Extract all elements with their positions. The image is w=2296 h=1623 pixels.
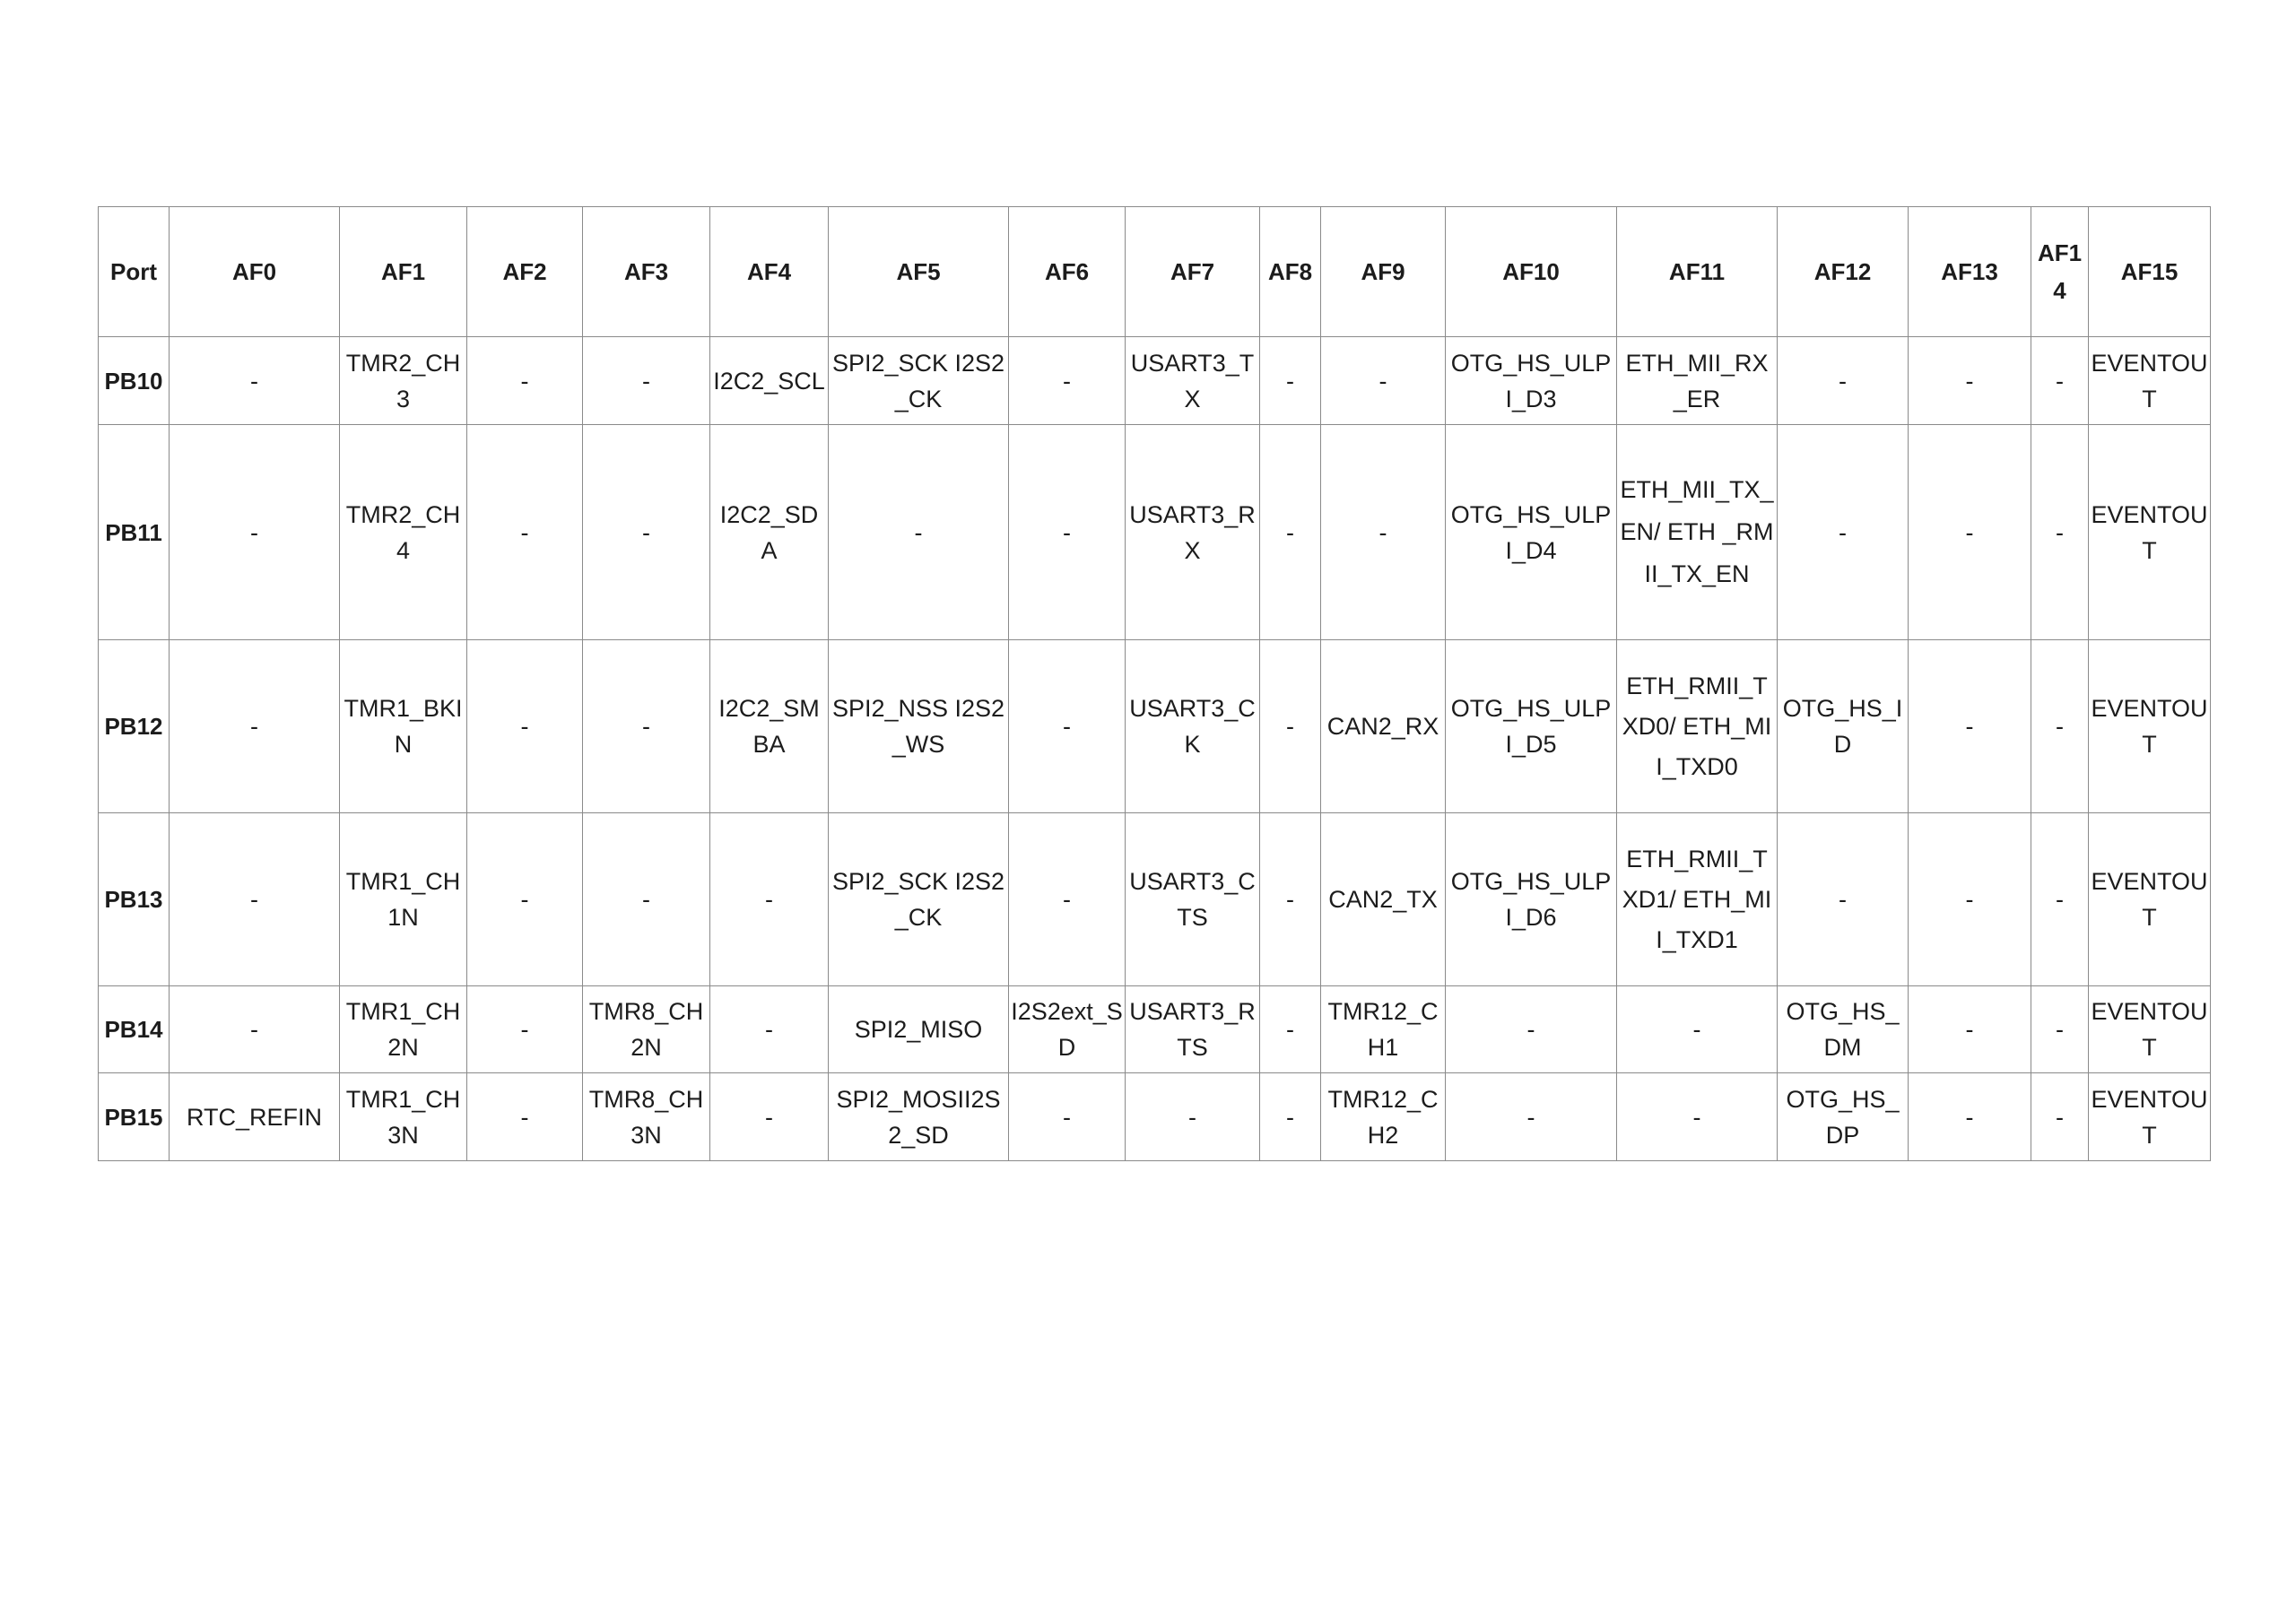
af1-cell: TMR1_CH2N [340, 986, 467, 1073]
af8-cell: - [1260, 1073, 1321, 1161]
af11-cell: - [1617, 986, 1778, 1073]
af7-cell: USART3_CK [1126, 640, 1260, 813]
af6-cell: - [1009, 1073, 1126, 1161]
port-cell: PB13 [99, 813, 170, 986]
af12-cell: OTG_HS_DM [1778, 986, 1909, 1073]
header-af8: AF8 [1260, 207, 1321, 337]
af3-cell: - [583, 337, 710, 425]
af13-cell: - [1909, 337, 2031, 425]
af3-cell: - [583, 813, 710, 986]
af2-cell: - [467, 1073, 583, 1161]
af2-cell: - [467, 640, 583, 813]
af0-cell: - [170, 813, 340, 986]
header-af15: AF15 [2089, 207, 2211, 337]
af14-cell: - [2031, 337, 2089, 425]
af4-cell: I2C2_SDA [710, 425, 829, 640]
af8-cell: - [1260, 337, 1321, 425]
af7-cell: USART3_CTS [1126, 813, 1260, 986]
af0-cell: - [170, 425, 340, 640]
af6-cell: - [1009, 813, 1126, 986]
af11-cell: ETH_MII_RX_ER [1617, 337, 1778, 425]
af14-cell: - [2031, 986, 2089, 1073]
af6-cell: I2S2ext_SD [1009, 986, 1126, 1073]
af14-cell: - [2031, 1073, 2089, 1161]
af5-cell: SPI2_MOSII2S2_SD [829, 1073, 1009, 1161]
af5-cell: SPI2_SCK I2S2_CK [829, 813, 1009, 986]
header-row [99, 207, 2211, 337]
af14-cell: - [2031, 813, 2089, 986]
table-row-pb11 [99, 425, 2211, 640]
af9-cell: TMR12_CH2 [1321, 1073, 1446, 1161]
af6-cell: - [1009, 425, 1126, 640]
af10-cell: - [1446, 1073, 1617, 1161]
af9-cell: CAN2_RX [1321, 640, 1446, 813]
af15-cell: EVENTOUT [2089, 1073, 2211, 1161]
af13-cell: - [1909, 1073, 2031, 1161]
header-af14: AF14 [2031, 207, 2089, 337]
af15-cell: EVENTOUT [2089, 986, 2211, 1073]
af1-cell: TMR1_BKIN [340, 640, 467, 813]
af10-cell: OTG_HS_ULPI_D6 [1446, 813, 1617, 986]
af5-cell: SPI2_NSS I2S2_WS [829, 640, 1009, 813]
af9-cell: CAN2_TX [1321, 813, 1446, 986]
af1-cell: TMR2_CH4 [340, 425, 467, 640]
af9-cell: - [1321, 425, 1446, 640]
af2-cell: - [467, 813, 583, 986]
af9-cell: - [1321, 337, 1446, 425]
table-row-pb13 [99, 813, 2211, 986]
af5-cell: SPI2_SCK I2S2_CK [829, 337, 1009, 425]
table-row-pb14 [99, 986, 2211, 1073]
header-af13: AF13 [1909, 207, 2031, 337]
af3-cell: TMR8_CH3N [583, 1073, 710, 1161]
header-af0: AF0 [170, 207, 340, 337]
header-af10: AF10 [1446, 207, 1617, 337]
header-af11: AF11 [1617, 207, 1778, 337]
af2-cell: - [467, 337, 583, 425]
af8-cell: - [1260, 640, 1321, 813]
af13-cell: - [1909, 986, 2031, 1073]
af4-cell: - [710, 1073, 829, 1161]
header-port: Port [99, 207, 170, 337]
af7-cell: USART3_TX [1126, 337, 1260, 425]
af3-cell: TMR8_CH2N [583, 986, 710, 1073]
header-af9: AF9 [1321, 207, 1446, 337]
port-cell: PB10 [99, 337, 170, 425]
header-af4: AF4 [710, 207, 829, 337]
header-af1: AF1 [340, 207, 467, 337]
af5-cell: - [829, 425, 1009, 640]
af0-cell: - [170, 640, 340, 813]
af3-cell: - [583, 425, 710, 640]
af1-cell: TMR1_CH3N [340, 1073, 467, 1161]
af3-cell: - [583, 640, 710, 813]
af10-cell: OTG_HS_ULPI_D4 [1446, 425, 1617, 640]
af9-cell: TMR12_CH1 [1321, 986, 1446, 1073]
af15-cell: EVENTOUT [2089, 425, 2211, 640]
af2-cell: - [467, 986, 583, 1073]
af10-cell: - [1446, 986, 1617, 1073]
port-cell: PB11 [99, 425, 170, 640]
af6-cell: - [1009, 640, 1126, 813]
af13-cell: - [1909, 425, 2031, 640]
header-af12: AF12 [1778, 207, 1909, 337]
table-row-pb15 [99, 1073, 2211, 1161]
af8-cell: - [1260, 813, 1321, 986]
af13-cell: - [1909, 813, 2031, 986]
af12-cell: - [1778, 337, 1909, 425]
af2-cell: - [467, 425, 583, 640]
alternate-function-table [98, 206, 2211, 1161]
af11-cell: ETH_MII_TX_EN/ ETH _RMII_TX_EN [1617, 425, 1778, 640]
port-cell: PB15 [99, 1073, 170, 1161]
header-af6: AF6 [1009, 207, 1126, 337]
port-cell: PB12 [99, 640, 170, 813]
af11-cell: ETH_RMII_TXD0/ ETH_MII_TXD0 [1617, 640, 1778, 813]
af8-cell: - [1260, 425, 1321, 640]
header-af2: AF2 [467, 207, 583, 337]
af13-cell: - [1909, 640, 2031, 813]
af1-cell: TMR1_CH1N [340, 813, 467, 986]
af4-cell: - [710, 986, 829, 1073]
af12-cell: - [1778, 813, 1909, 986]
table-row-pb12 [99, 640, 2211, 813]
af15-cell: EVENTOUT [2089, 640, 2211, 813]
af11-cell: - [1617, 1073, 1778, 1161]
af10-cell: OTG_HS_ULPI_D3 [1446, 337, 1617, 425]
af10-cell: OTG_HS_ULPI_D5 [1446, 640, 1617, 813]
af14-cell: - [2031, 640, 2089, 813]
header-af7: AF7 [1126, 207, 1260, 337]
port-cell: PB14 [99, 986, 170, 1073]
table-row-pb10 [99, 337, 2211, 425]
af5-cell: SPI2_MISO [829, 986, 1009, 1073]
af12-cell: - [1778, 425, 1909, 640]
af7-cell: - [1126, 1073, 1260, 1161]
af7-cell: USART3_RTS [1126, 986, 1260, 1073]
af12-cell: OTG_HS_DP [1778, 1073, 1909, 1161]
af4-cell: I2C2_SMBA [710, 640, 829, 813]
af12-cell: OTG_HS_ID [1778, 640, 1909, 813]
af1-cell: TMR2_CH3 [340, 337, 467, 425]
header-af5: AF5 [829, 207, 1009, 337]
af6-cell: - [1009, 337, 1126, 425]
header-af3: AF3 [583, 207, 710, 337]
af4-cell: - [710, 813, 829, 986]
af4-cell: I2C2_SCL [710, 337, 829, 425]
af15-cell: EVENTOUT [2089, 813, 2211, 986]
af15-cell: EVENTOUT [2089, 337, 2211, 425]
af14-cell: - [2031, 425, 2089, 640]
af0-cell: - [170, 337, 340, 425]
af8-cell: - [1260, 986, 1321, 1073]
af0-cell: - [170, 986, 340, 1073]
af11-cell: ETH_RMII_TXD1/ ETH_MII_TXD1 [1617, 813, 1778, 986]
af7-cell: USART3_RX [1126, 425, 1260, 640]
af0-cell: RTC_REFIN [170, 1073, 340, 1161]
